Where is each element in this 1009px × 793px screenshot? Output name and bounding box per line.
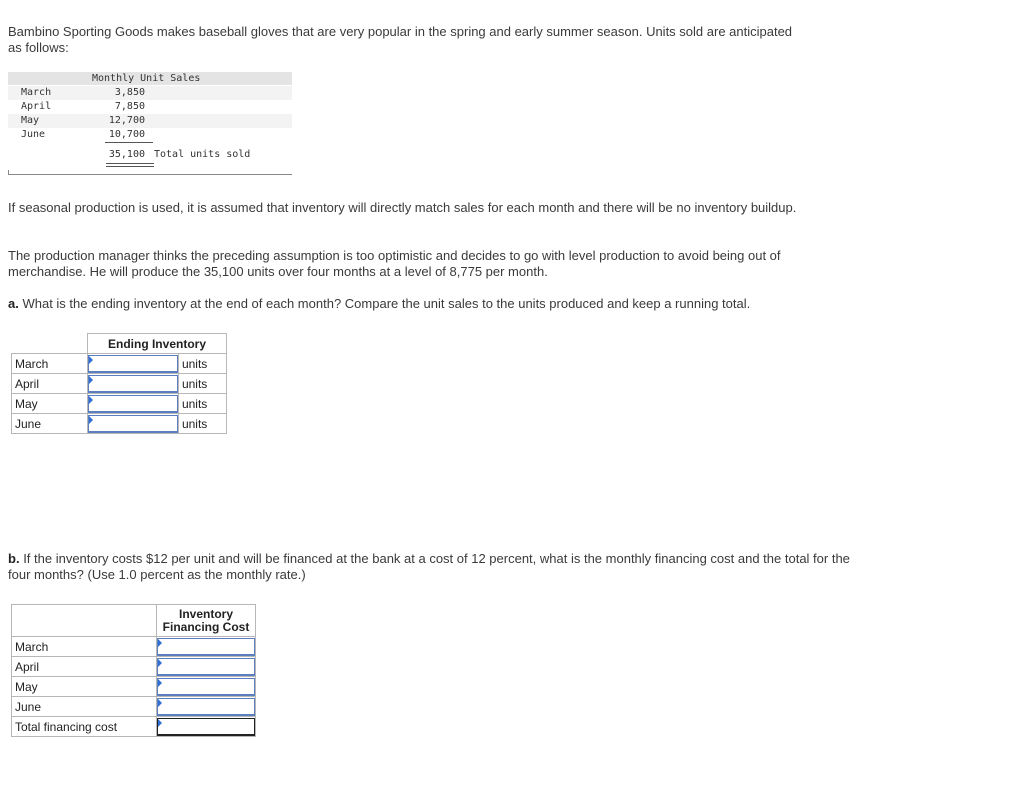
question-a	[8, 296, 998, 312]
question-b-text: If the inventory costs $12 per unit and will be financed at the bank at a cost of 12 percent, what is the monthly financing cost and the total for the four months? (Use 1.0 percent as the monthly rate.)	[8, 551, 850, 582]
sales-row: June 10,700	[21, 129, 145, 140]
unit-label: units	[178, 394, 226, 414]
table-row	[12, 374, 227, 394]
row-label: May	[12, 394, 88, 414]
row-label: April	[12, 657, 157, 677]
ending-inventory-april-input[interactable]	[89, 376, 177, 391]
table-row	[12, 697, 256, 717]
table-row	[12, 637, 256, 657]
financing-cost-table	[11, 604, 256, 737]
unit-label: units	[178, 354, 226, 374]
sales-row: April 7,850	[21, 101, 145, 112]
seasonal-paragraph: If seasonal production is used, it is assumed that inventory will directly match sales for each month and there will be no inventory buildup.	[8, 200, 797, 215]
row-label: May	[12, 677, 157, 697]
table-row	[12, 677, 256, 697]
unit-label: units	[178, 414, 226, 434]
ending-inventory-june-input[interactable]	[89, 416, 177, 431]
financing-cost-april-input[interactable]	[158, 659, 254, 674]
ending-inventory-header: Ending Inventory	[88, 334, 227, 354]
question-b-prefix: b.	[8, 551, 20, 566]
unit-label: units	[178, 374, 226, 394]
ending-inventory-table	[11, 333, 227, 434]
question-a-text: What is the ending inventory at the end of each month? Compare the unit sales to the units produced and keep a running total.	[22, 296, 751, 311]
ending-inventory-may-input[interactable]	[89, 396, 177, 411]
table-row	[12, 394, 227, 414]
row-label: Total financing cost	[12, 717, 157, 737]
row-label: April	[12, 374, 88, 394]
financing-cost-june-input[interactable]	[158, 699, 254, 714]
row-label: March	[12, 354, 88, 374]
ending-inventory-march-input[interactable]	[89, 356, 177, 371]
financing-cost-may-input[interactable]	[158, 679, 254, 694]
sales-table-header: Monthly Unit Sales	[8, 72, 292, 85]
level-paragraph: The production manager thinks the preceding assumption is too optimistic and decides to go with level production to avoid being out of merchandise. He will produce the 35,100 units over four months at a level of 8,775 per month.	[8, 248, 781, 279]
sales-total-label: Total units sold	[154, 149, 251, 160]
row-label: March	[12, 637, 157, 657]
sales-row: March 3,850	[8, 86, 292, 100]
double-underline	[106, 163, 154, 167]
total-financing-cost-input[interactable]	[158, 719, 254, 734]
intro-text: Bambino Sporting Goods makes baseball gloves that are very popular in the spring and early summer season. Units sold are anticipated as follows:	[8, 24, 793, 55]
financing-cost-header: Inventory Financing Cost	[157, 605, 256, 637]
table-row	[12, 717, 256, 737]
table-row	[12, 657, 256, 677]
question-a-prefix: a.	[8, 296, 19, 311]
table-row	[12, 354, 227, 374]
sales-row: May 12,700	[8, 114, 292, 128]
subtotal-rule	[105, 142, 153, 143]
table-bottom-border	[8, 170, 292, 175]
table-row	[12, 414, 227, 434]
financing-cost-march-input[interactable]	[158, 639, 254, 654]
question-b	[8, 551, 858, 583]
row-label: June	[12, 697, 157, 717]
sales-total: 35,100	[108, 149, 145, 160]
row-label: June	[12, 414, 88, 434]
